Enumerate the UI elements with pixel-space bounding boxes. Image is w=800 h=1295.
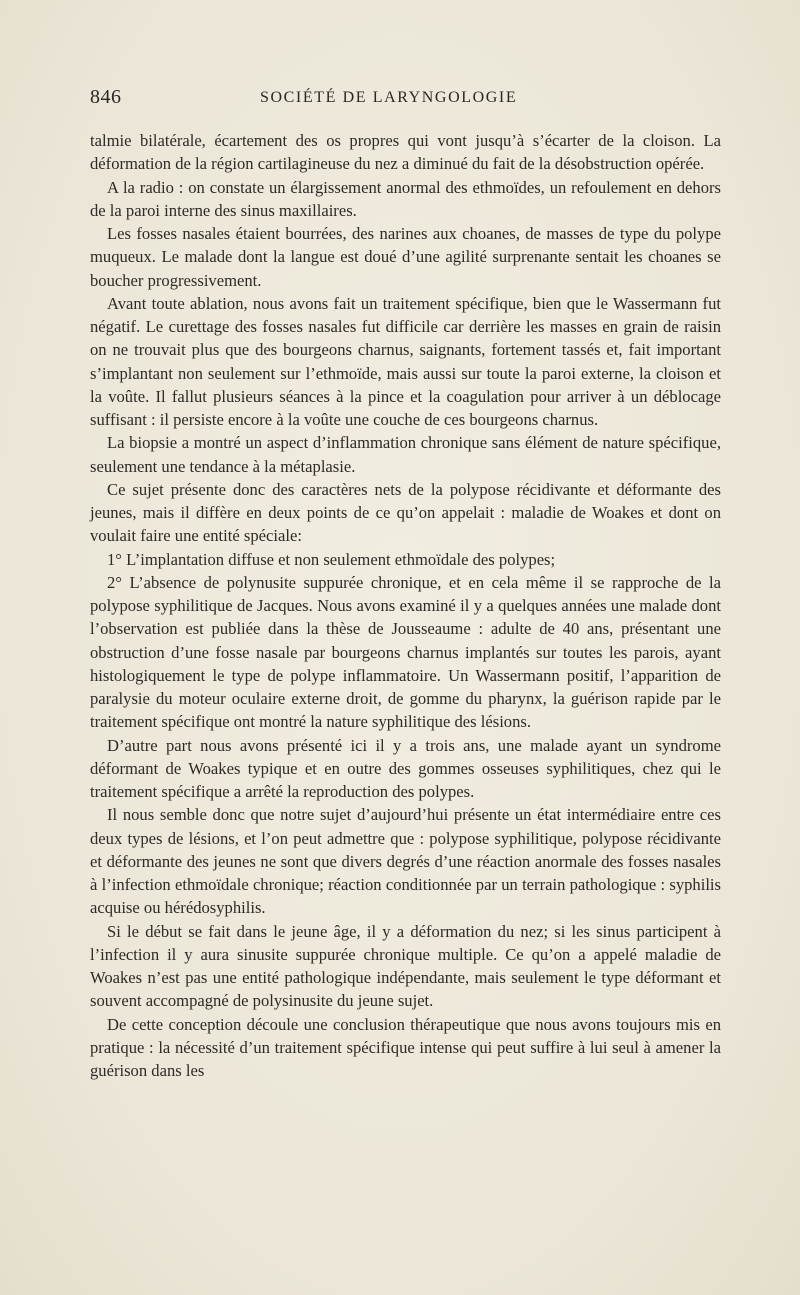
paragraph: 2° L’absence de polynusite suppurée chronique, et en cela même il se rapproche de la polypose syphilitique de Jacques. Nous avons examiné il y a quelques années une malade dont l’observation est publiée dans la thèse de Jousseaume : adulte de 40 ans, présentant une obstruction d’une fosse nasale par bourgeons charnus implantés sur toutes les parois, ayant histologiquement le type de polype inflammatoire. Un Wassermann positif, l’apparition de paralysie du moteur oculaire externe droit, de gomme du pharynx, la guérison rapide par le traitement spécifique ont montré la nature syphilitique des lésions. — [90, 572, 721, 732]
paragraph: A la radio : on constate un élargissement anormal des ethmoïdes, un refoulement en dehors de la paroi interne des sinus maxillaires. — [90, 177, 721, 220]
paragraph: Il nous semble donc que notre sujet d’aujourd’hui présente un état intermédiaire entre ces deux types de lésions, et l’on peut admettre que : polypose syphilitique, polypose récidivante et déformante des jeunes ne sont que divers degrés d’une réaction anormale des fosses nasales à l’infection ethmoïdale chronique; réaction conditionnée par un terrain pathologique : syphilis acquise ou hérédosyphilis. — [90, 805, 721, 918]
paragraph: D’autre part nous avons présenté ici il y a trois ans, une malade ayant un syndrome déformant de Woakes typique et en outre des gommes osseuses syphilitiques, chez qui le traitement spécifique a arrêté la reproduction des polypes. — [90, 735, 721, 801]
paragraph: Avant toute ablation, nous avons fait un traitement spécifique, bien que le Wassermann fut négatif. Le curettage des fosses nasales fut difficile car derrière les masses en grain de raisin on ne trouvait plus que des bourgeons charnus, saignants, fortement tassés et, fait important s’implantant non seulement sur l’ethmoïde, mais aussi sur toute la paroi externe, la cloison et la voûte. Il fallut plusieurs séances à la pince et la coagulation pour arriver à un déblocage suffisant : il persiste encore à la voûte une couche de ces bourgeons charnus. — [90, 293, 721, 429]
paragraph: De cette conception découle une conclusion thérapeutique que nous avons toujours mis en pratique : la nécessité d’un traitement spécifique intense qui peut suffire à lui seul à amener la guérison dans les — [90, 1014, 721, 1080]
paragraph: 1° L’implantation diffuse et non seulement ethmoïdale des polypes; — [107, 549, 556, 569]
page-number: 846 — [90, 86, 122, 108]
body-text — [90, 129, 721, 1082]
paragraph: Les fosses nasales étaient bourrées, des narines aux choanes, de masses de type du polype muqueux. Le malade dont la langue est doué d’une agilité surprenante sentait les choanes se boucher progressivement. — [90, 224, 721, 290]
paragraph: talmie bilatérale, écartement des os propres qui vont jusqu’à s’écarter de la cloison. La déformation de la région cartilagineuse du nez a diminué du fait de la désobstruction opérée. — [90, 131, 721, 174]
paragraph: Si le début se fait dans le jeune âge, il y a déformation du nez; si les sinus participent à l’infection il y aura sinusite suppurée chronique multiple. Ce qu’on a appelé maladie de Woakes n’est pas une entité pathologique indépendante, mais seulement le type déformant et souvent accompagné de polysinusite du jeune sujet. — [90, 921, 721, 1011]
paragraph: La biopsie a montré un aspect d’inflammation chronique sans élément de nature spécifique, seulement une tendance à la métaplasie. — [90, 433, 721, 476]
running-title: SOCIÉTÉ DE LARYNGOLOGIE — [260, 89, 518, 106]
page-header — [90, 86, 710, 116]
paragraph: Ce sujet présente donc des caractères nets de la polypose récidivante et déformante des jeunes, mais il diffère en deux points de ce qu’on appelait : maladie de Woakes et dont on voulait faire une entité spéciale: — [90, 479, 721, 546]
